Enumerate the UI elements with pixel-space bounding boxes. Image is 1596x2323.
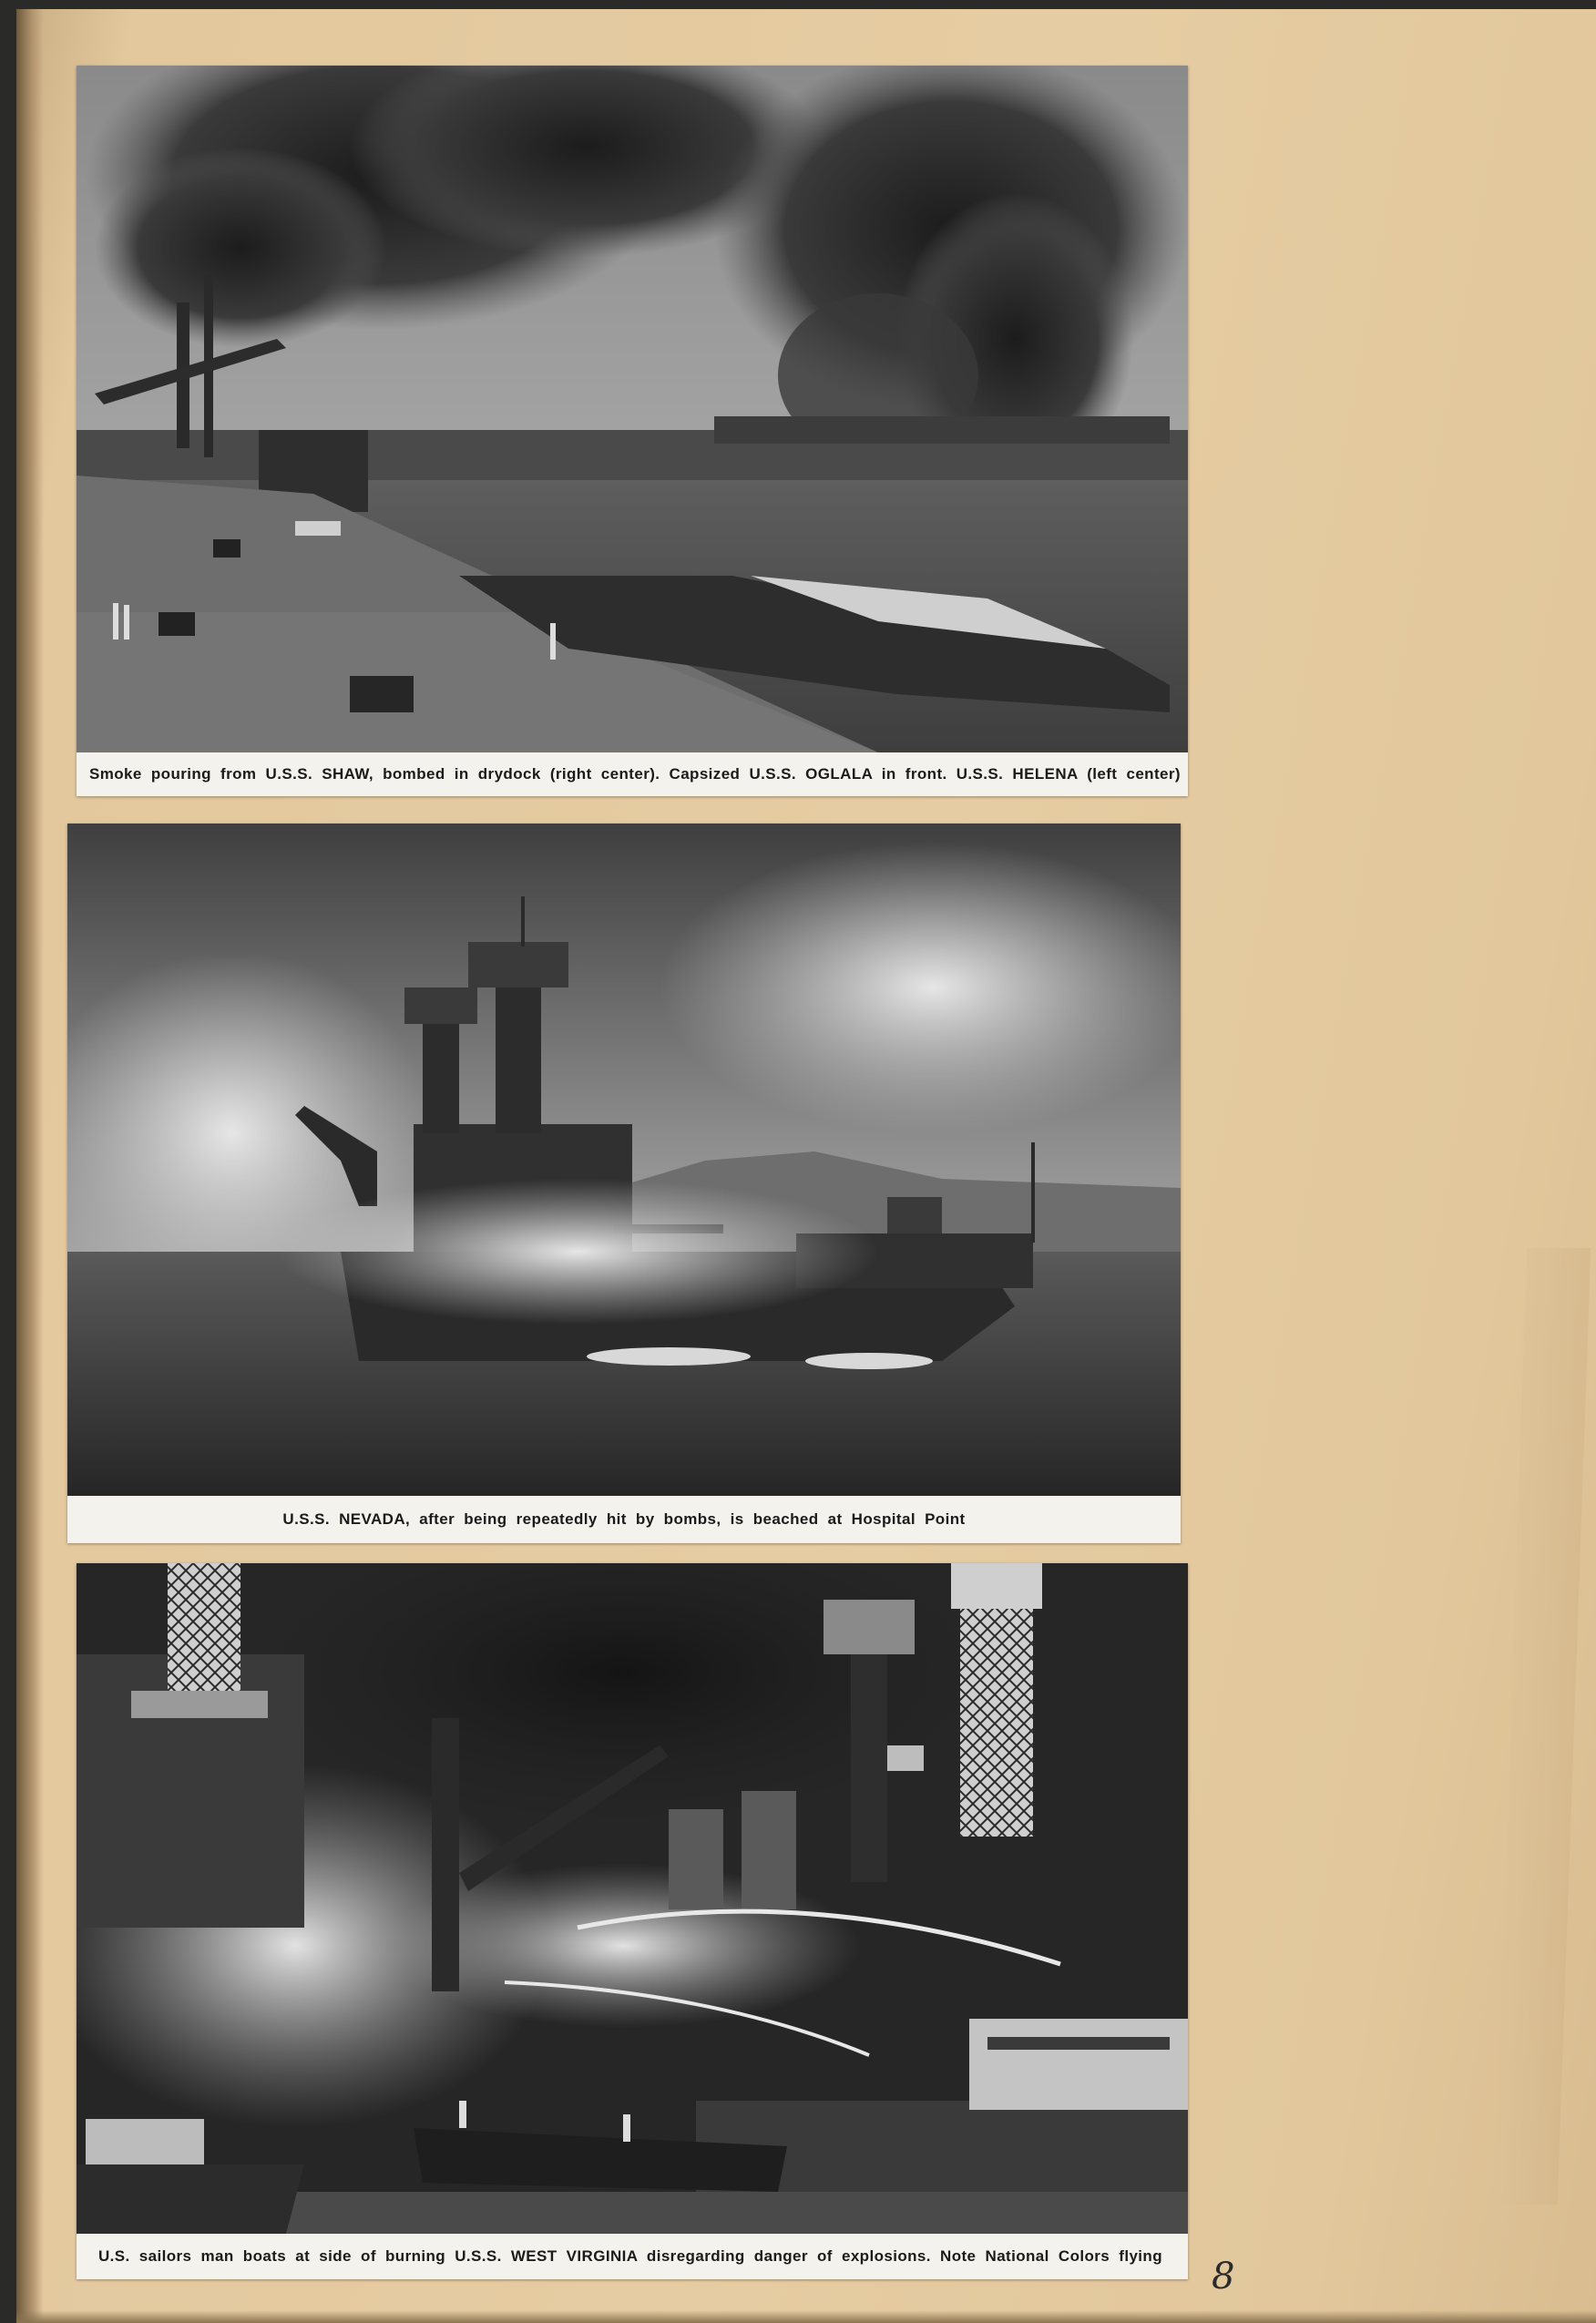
caption-west-virginia: U.S. sailors man boats at side of burning U.S.S. WEST VIRGINIA disregarding danger of explosions. Note National Colors flying [98, 2247, 1163, 2265]
photo-nevada-beached [67, 824, 1181, 1496]
page-spine-edge [16, 9, 44, 2323]
caption-shaw: Smoke pouring from U.S.S. SHAW, bombed in drydock (right center). Capsized U.S.S. OGLALA in front. U.S.S. HELENA (left center) [89, 765, 1181, 783]
photo-shaw-drydock [77, 66, 1188, 752]
photo-west-virginia-burning [77, 1563, 1188, 2234]
caption-nevada: U.S.S. NEVADA, after being repeatedly hit by bombs, is beached at Hospital Point [282, 1510, 966, 1528]
page-number: 8 [1212, 2256, 1235, 2297]
page-bottom-edge [16, 2310, 1596, 2323]
photo-card-nevada [67, 824, 1181, 1543]
photo-card-shaw [77, 66, 1188, 796]
photo-card-west-virginia [77, 1563, 1188, 2279]
paper-tab-strip [1494, 1248, 1591, 2205]
